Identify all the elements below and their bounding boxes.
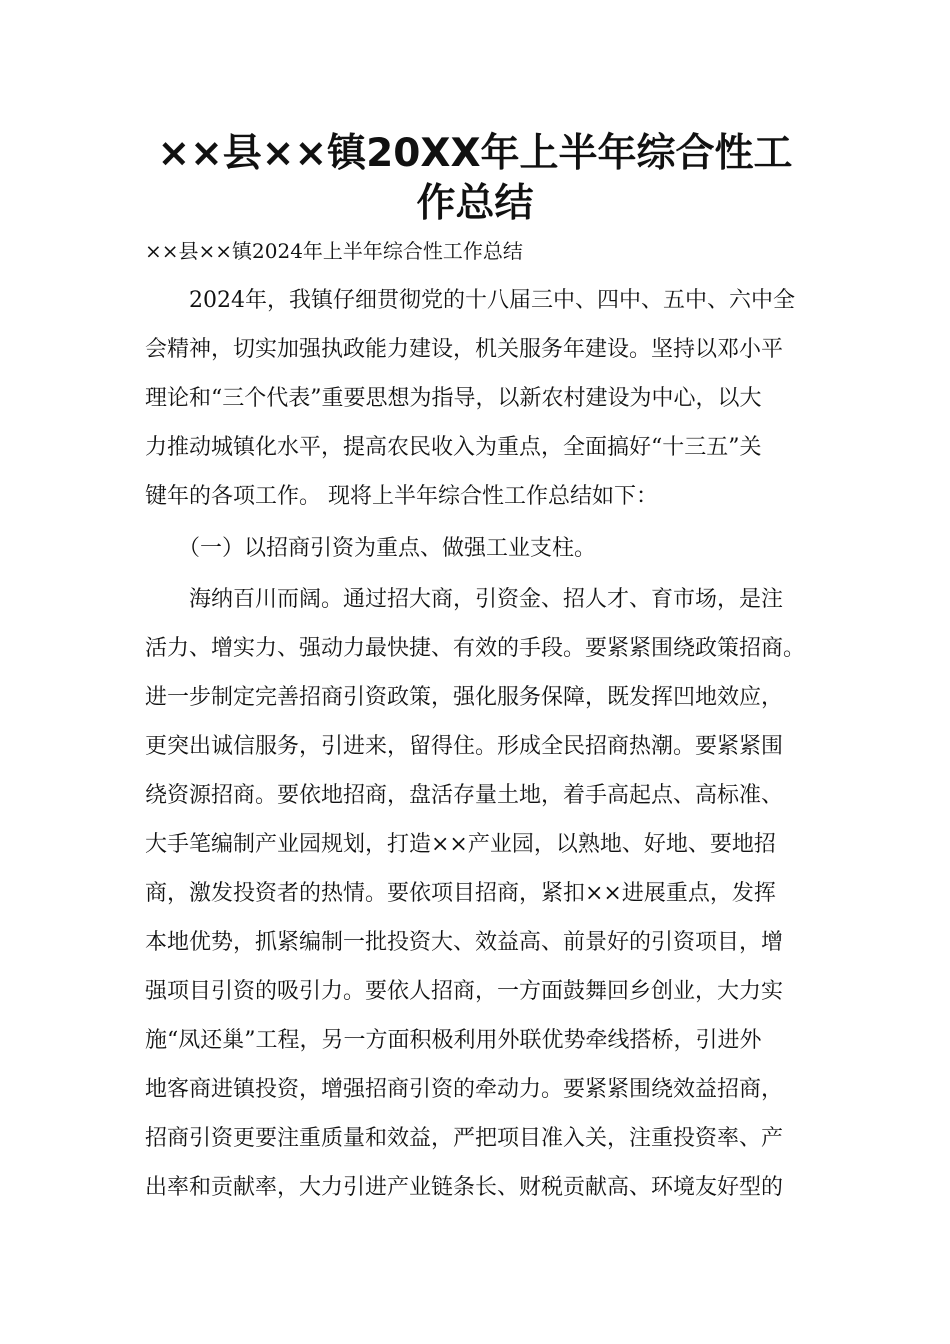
body-line: 2024年，我镇仔细贯彻党的十八届三中、四中、五中、六中全 bbox=[145, 288, 795, 313]
body-line: 招商引资更要注重质量和效益，严把项目准入关，注重投资率、产 bbox=[145, 1126, 784, 1151]
body-line: 活力、增实力、强动力最快捷、有效的手段。要紧紧围绕政策招商。 bbox=[145, 636, 806, 661]
body-line: 绕资源招商。要依地招商，盘活存量土地，着手高起点、高标准、 bbox=[145, 783, 784, 808]
section-heading: （一）以招商引资为重点、做强工业支柱。 bbox=[145, 536, 597, 561]
body-line: 海纳百川而阔。通过招大商，引资金、招人才、育市场，是注 bbox=[145, 587, 784, 612]
body-line: 地客商进镇投资，增强招商引资的牵动力。要紧紧围绕效益招商， bbox=[145, 1077, 784, 1102]
body-line: 出率和贡献率，大力引进产业链条长、财税贡献高、环境友好型的 bbox=[145, 1175, 784, 1200]
body-line: 本地优势，抓紧编制一批投资大、效益高、前景好的引资项目，增 bbox=[145, 930, 784, 955]
body-line: 施“凤还巢”工程，另一方面积极利用外联优势牵线搭桥，引进外 bbox=[145, 1028, 762, 1053]
document-title-line-2: 作总结 bbox=[416, 181, 534, 226]
body-line: 强项目引资的吸引力。要依人招商，一方面鼓舞回乡创业，大力实 bbox=[145, 979, 784, 1004]
body-line: 大手笔编制产业园规划，打造××产业园，以熟地、好地、要地招 bbox=[145, 832, 776, 857]
body-line: 更突出诚信服务，引进来，留得住。形成全民招商热潮。要紧紧围 bbox=[145, 734, 784, 759]
body-line: 理论和“三个代表”重要思想为指导，以新农村建设为中心，以大 bbox=[145, 386, 762, 411]
body-line: 力推动城镇化水平，提高农民收入为重点，全面搞好“十三五”关 bbox=[145, 435, 762, 460]
body-line: 商，激发投资者的热情。要依项目招商，紧扣××进展重点，发挥 bbox=[145, 881, 776, 906]
body-line: 会精神，切实加强执政能力建设，机关服务年建设。坚持以邓小平 bbox=[145, 337, 784, 362]
body-line: 进一步制定完善招商引资政策，强化服务保障，既发挥凹地效应， bbox=[145, 685, 784, 710]
body-line: 键年的各项工作。 现将上半年综合性工作总结如下： bbox=[145, 484, 658, 509]
document-title-line-1: ××县××镇20XX年上半年综合性工 bbox=[157, 131, 793, 176]
document-subtitle: ××县××镇2024年上半年综合性工作总结 bbox=[145, 239, 523, 263]
